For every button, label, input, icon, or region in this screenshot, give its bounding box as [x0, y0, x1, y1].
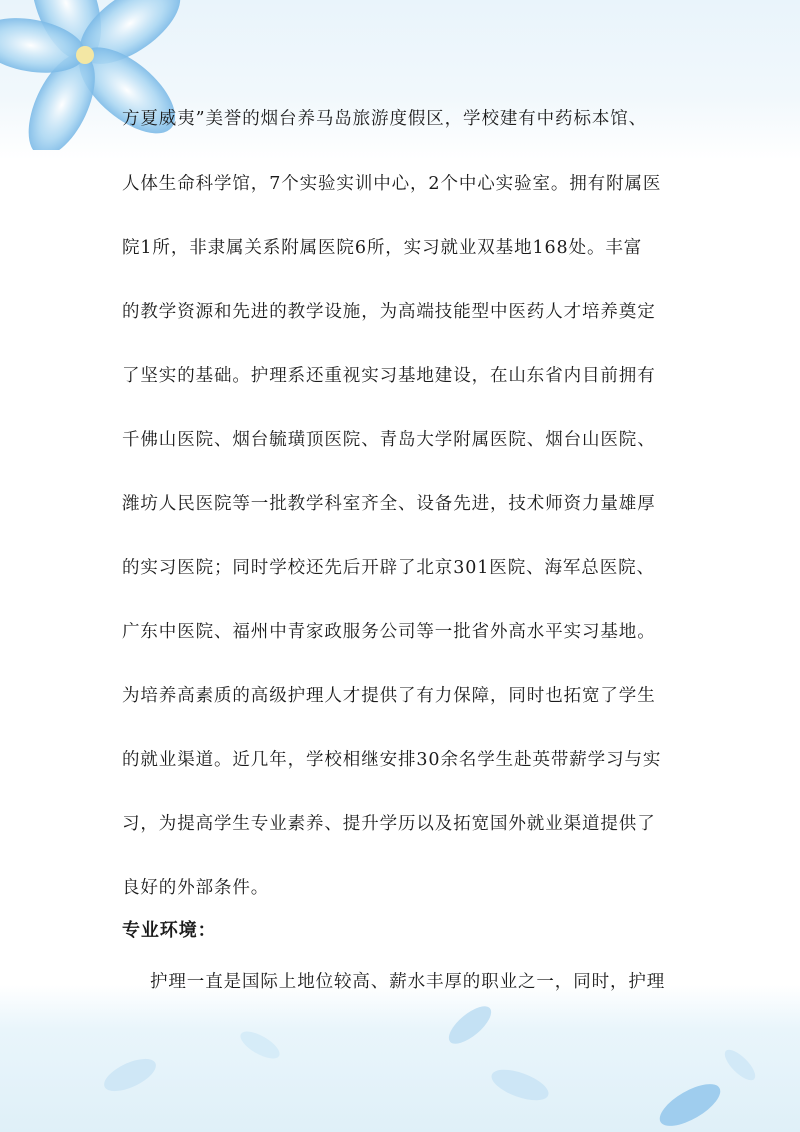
section-heading: 专业环境：: [122, 920, 217, 941]
text-line: 的实习医院；同时学校还先后开辟了北京301医院、海军总医院、: [122, 558, 655, 578]
text-line: 方夏威夷”美誉的烟台养马岛旅游度假区，学校建有中药标本馆、: [122, 109, 648, 129]
text-line: 的就业渠道。近几年，学校相继安排30余名学生赴英带薪学习与实: [122, 750, 662, 770]
text-line: 人体生命科学馆，7个实验实训中心，2个中心实验室。拥有附属医: [122, 174, 662, 194]
text-line: 了坚实的基础。护理系还重视实习基地建设，在山东省内目前拥有: [122, 366, 656, 386]
text-line: 为培养高素质的高级护理人才提供了有力保障，同时也拓宽了学生: [122, 686, 656, 706]
text-line: 广东中医院、福州中青家政服务公司等一批省外高水平实习基地。: [122, 622, 656, 642]
text-line: 院1所，非隶属关系附属医院6所，实习就业双基地168处。丰富: [122, 238, 643, 258]
text-line: 护理一直是国际上地位较高、薪水丰厚的职业之一，同时，护理: [150, 972, 666, 992]
text-line: 潍坊人民医院等一批教学科室齐全、设备先进，技术师资力量雄厚: [122, 494, 656, 514]
text-line: 千佛山医院、烟台毓璜顶医院、青岛大学附属医院、烟台山医院、: [122, 430, 656, 450]
text-line: 的教学资源和先进的教学设施，为高端技能型中医药人才培养奠定: [122, 302, 656, 322]
text-line: 良好的外部条件。: [122, 878, 270, 898]
text-line: 习，为提高学生专业素养、提升学历以及拓宽国外就业渠道提供了: [122, 814, 656, 834]
